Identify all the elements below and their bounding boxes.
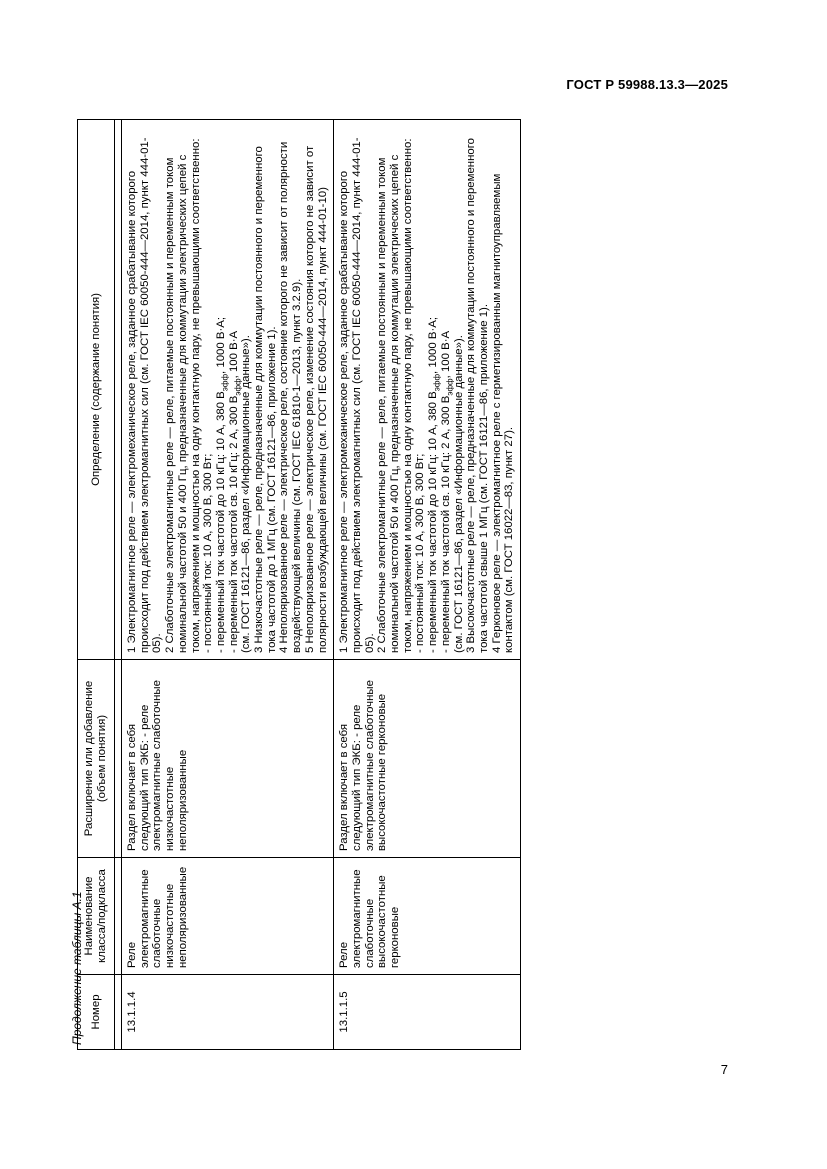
definition-line: 2 Слаботочные электромагнитные реле — реле, питаемые постоянным и переменным током номинальной частотой 50 и 400 Гц, предназначенные для коммутации электрических цепей с током, напряжением и мощностью на одну контактную пару, не превышающими соответственно: (164, 138, 202, 653)
column-header-number: Номер (78, 975, 115, 1050)
definition-line: - постоянный ток: 10 А, 300 В, 300 Вт; (414, 453, 427, 653)
definition-line: - постоянный ток: 10 А, 300 В, 300 Вт; (202, 453, 215, 653)
definition-line: 3 Низкочастотные реле — реле, предназначенные для коммутации постоянного и переменного тока частотой до 1 МГц (см. ГОСТ 16121—86, приложение 1). (253, 146, 278, 653)
definition-line: - переменный ток частотой до 10 кГц: 10 А, 380 $В_{эфф}$, 1000 В·А; (214, 316, 230, 653)
column-header-extension: Расширение или добавление (объем понятия) (78, 660, 115, 858)
row-extension: Раздел включает в себя следующий тип ЭКБ: - реле электромагнитные слаботочные высокочастотные герконовые (334, 660, 521, 858)
classification-table (77, 119, 521, 1050)
definition-line: - переменный ток частотой св. 10 кГц: 2 А, 300 $В_{эфф}$, 100 В·А (439, 330, 455, 653)
definition-line: - переменный ток частотой до 10 кГц: 10 А, 380 $В_{эфф}$, 1000 В·А; (427, 316, 442, 653)
row-definition (334, 120, 521, 660)
table-row (334, 120, 521, 1050)
document-standard-number: ГОСТ Р 59988.13.3—2025 (566, 77, 728, 92)
definition-line: 4 Герконовое реле — электромагнитное реле с герметизированным магнитоуправляемым контактом (см. ГОСТ 16022—83, пункт 27). (490, 173, 516, 653)
definition-line: 1 Электромагнитное реле — электромеханическое реле, заданное срабатывание которого происходит под действием электромагнитных сил (см. ГОСТ IEC 60050-444—2014, пункт 444-01-05). (126, 137, 164, 653)
table-caption: Продолжение таблицы А.1 (70, 891, 84, 1045)
definition-line: (см. ГОСТ 16121—86, раздел «Информационные данные»). (240, 335, 253, 653)
definition-line: 5 Неполяризованное реле — электрическое реле, изменение состояния которого не зависит от полярности возбуждающей величины (см. ГОСТ IEC 60050-444—2014, пункт 444-01-10) (303, 145, 329, 653)
row-definition (122, 120, 334, 660)
column-header-name: Наименование класса/подкласса (78, 858, 115, 975)
definition-line: 2 Слаботочные электромагнитные реле — реле, питаемые постоянным и переменным током номинальной частотой 50 и 400 Гц, предназначенные для коммутации электрических цепей с током, напряжением и мощностью на одну контактную пару, не превышающими соответственно: (376, 138, 414, 653)
row-class-name: Реле электромагнитные слаботочные низкочастотные неполяризованные (122, 858, 334, 975)
table-row (122, 120, 334, 1050)
row-extension: Раздел включает в себя следующий тип ЭКБ: - реле электромагнитные слаботочные низкочастотные неполяризованные (122, 660, 334, 858)
row-number: 13.1.1.5 (334, 975, 521, 1050)
definition-line: 3 Высокочастотные реле — реле, предназначенные для коммутации постоянного и переменного тока частотой свыше 1 МГц (см. ГОСТ 16121—86, приложение 1). (465, 138, 490, 653)
column-header-definition: Определение (содержание понятия) (78, 120, 115, 660)
row-number: 13.1.1.4 (122, 975, 334, 1050)
definition-line: - переменный ток частотой св. 10 кГц: 2 А, 300 $В_{эфф}$, 100 В·А (227, 330, 242, 653)
page-number: 7 (720, 1062, 728, 1077)
definition-line: (см. ГОСТ 16121—86, раздел «Информационные данные»). (452, 335, 465, 653)
row-class-name: Реле электромагнитные слаботочные высокочастотные герконовые (334, 858, 521, 975)
table-spacer-row (115, 120, 122, 1050)
definition-line: 1 Электромагнитное реле — электромеханическое реле, заданное срабатывание которого происходит под действием электромагнитных сил (см. ГОСТ IEC 60050-444—2014, пункт 444-01-05). (338, 137, 376, 653)
definition-line: 4 Неполяризованное реле — электрическое реле, состояние которого не зависит от полярности воздействующей величины (см. ГОСТ IEC 61810-1—2013, пункт 3.2.9). (278, 141, 304, 653)
rotated-table-container (77, 120, 705, 1050)
table-header-row (78, 120, 115, 1050)
